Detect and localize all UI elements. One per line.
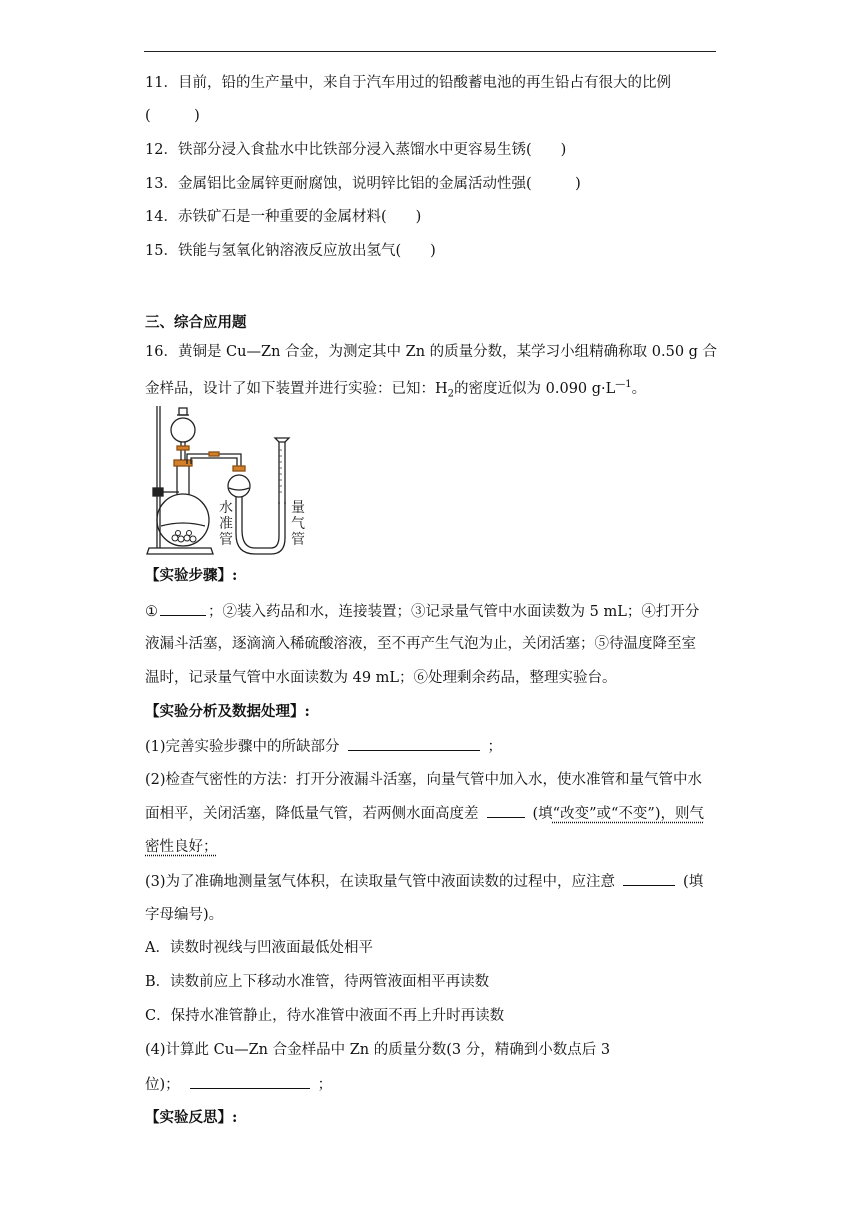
label-burette-2: 气 [291, 516, 305, 532]
question-12-answer-paren[interactable]: ( ) [525, 142, 567, 158]
question-13: 13．金属铝比金属锌更耐腐蚀，说明锌比铝的金属活动性强( ) [145, 176, 581, 192]
separatory-funnel [171, 418, 195, 442]
question-12: 12．铁部分浸入食盐水中比铁部分浸入蒸馏水中更容易生锈( ) [145, 142, 567, 158]
question-11-answer-paren[interactable]: ( ) [145, 108, 200, 124]
analysis-q2-line1: (2)检查气密性的方法：打开分液漏斗活塞，向量气管中加入水，使水准管和量气管中水 [145, 772, 703, 788]
question-16-line2: 金样品，设计了如下装置并进行实验：已知：$H_2$的密度近似为 0.090 $g\cdot L^{—1}$。 [145, 379, 647, 400]
flask [157, 494, 209, 546]
label-burette-3: 管 [291, 532, 305, 548]
option-a: A．读数时视线与凹液面最低处相平 [145, 940, 373, 956]
question-15-answer-paren[interactable]: ( ) [395, 243, 436, 259]
question-14: 14．赤铁矿石是一种重要的金属材料( ) [145, 209, 422, 225]
analysis-q3-line2: 字母编号)。 [145, 907, 224, 923]
analysis-heading: 【实验分析及数据处理】: [145, 703, 310, 720]
step1-blank[interactable] [160, 601, 206, 616]
label-burette-1: 量 [291, 500, 305, 516]
steps-line1: ① ；②装入药品和水，连接装置；③记录量气管中水面读数为 5 mL；④打开分 [145, 601, 699, 622]
question-11: 11．目前，铅的生产量中，来自于汽车用过的铅酸蓄电池的再生铅占有很大的比例 [145, 75, 671, 91]
analysis-q2-line2: 面相平，关闭活塞，降低量气管，若两侧水面高度差 (填“改变”或“不变”)，则气 [145, 803, 704, 824]
option-b: B．读数前应上下移动水准管，待两管液面相平再读数 [145, 974, 490, 990]
leveling-tube [228, 475, 250, 497]
steps-line2: 液漏斗活塞，逐滴滴入稀硫酸溶液，至不再产生气泡为止，关闭活塞；⑤待温度降至室 [145, 636, 696, 652]
analysis-q2-line3: 密性良好； [145, 839, 218, 855]
header-rule [144, 51, 716, 52]
q4-blank[interactable] [190, 1074, 310, 1089]
question-15: 15．铁能与氢氧化钠溶液反应放出氢气( ) [145, 243, 436, 259]
question-16-line1: 16．黄铜是 Cu—Zn 合金，为测定其中 Zn 的质量分数，某学习小组精确称取 0.50 g 合 [145, 344, 718, 360]
q2-blank[interactable] [487, 803, 525, 818]
label-leveling-2: 准 [219, 516, 233, 532]
apparatus-diagram [143, 402, 323, 562]
analysis-q4-line1: (4)计算此 Cu—Zn 合金样品中 Zn 的质量分数(3 分，精确到小数点后 3 [145, 1042, 611, 1058]
analysis-q4-line2: 位)； ； [145, 1074, 332, 1095]
option-c: C．保持水准管静止，待水准管中液面不再上升时再读数 [145, 1008, 505, 1024]
stand-base [147, 548, 213, 554]
q3-blank[interactable] [623, 871, 675, 886]
label-leveling-1: 水 [219, 500, 233, 516]
question-13-answer-paren[interactable]: ( ) [525, 176, 581, 192]
label-leveling-3: 管 [219, 532, 233, 548]
analysis-q3-line1: (3)为了准确地测量氢气体积，在读取量气管中液面读数的过程中，应注意 (填 [145, 871, 703, 892]
section-title: 三、综合应用题 [145, 314, 247, 331]
question-14-answer-paren[interactable]: ( ) [380, 209, 422, 225]
stopper [174, 460, 192, 466]
analysis-q1: (1)完善实验步骤中的所缺部分 ； [145, 736, 502, 757]
q1-blank[interactable] [348, 736, 480, 751]
steps-line3: 温时，记录量气管中水面读数为 49 mL；⑥处理剩余药品，整理实验台。 [145, 670, 617, 686]
reflection-heading: 【实验反思】: [145, 1109, 238, 1126]
steps-heading: 【实验步骤】: [145, 567, 238, 584]
